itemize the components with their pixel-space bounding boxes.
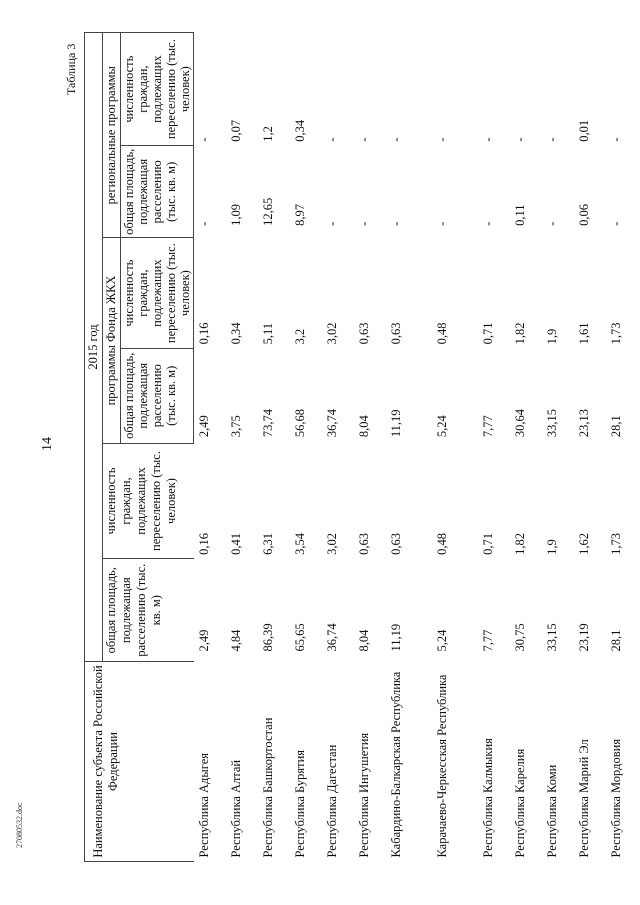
cell-regional-people: -: [512, 137, 527, 142]
cell-total-people: 0,63: [356, 533, 371, 555]
table-row: [574, 33, 606, 862]
cell-regional-area: -: [388, 221, 403, 226]
cell-regional-area: 0,11: [512, 204, 527, 226]
cell-fund-area: 23,13: [576, 408, 591, 438]
header-total-people: численность граждан, подлежащих переселению (тыс. человек): [103, 443, 194, 559]
cell-subject-name: Республика Карелия: [512, 748, 527, 858]
cell-total-area: 11,19: [388, 623, 403, 652]
cell-regional-people: -: [434, 137, 449, 142]
cell-total-area: 8,04: [356, 629, 371, 652]
cell-regional-people: -: [197, 137, 211, 142]
document-footer: 27080532.doc: [15, 802, 24, 848]
cell-fund-area: 3,75: [228, 415, 243, 438]
cell-subject-name: Республика Марий Эл: [576, 739, 591, 858]
cell-total-people: 6,31: [260, 533, 275, 555]
cell-regional-area: -: [608, 221, 623, 226]
cell-subject-name: Республика Адыгея: [196, 752, 211, 858]
cell-fund-people: 1,82: [512, 322, 527, 345]
table-row: [354, 33, 386, 862]
cell-total-area: 23,19: [576, 623, 591, 652]
cell-subject-name: Республика Калмыкия: [480, 738, 495, 858]
data-table: [84, 32, 638, 862]
cell-subject-name: Республика Башкортостан: [260, 717, 275, 858]
cell-fund-people: 1,73: [608, 322, 623, 345]
cell-regional-area: 0,06: [576, 203, 591, 226]
cell-regional-area: -: [480, 221, 495, 226]
cell-total-area: 36,74: [324, 623, 339, 652]
header-regional-area: общая площадь, подлежащая расселению (тыс. кв. м): [121, 146, 194, 238]
cell-total-people: 0,48: [434, 533, 449, 555]
cell-fund-people: 3,2: [292, 328, 307, 345]
cell-regional-people: -: [356, 137, 371, 142]
cell-total-people: 0,16: [196, 533, 211, 555]
cell-regional-area: 12,65: [260, 197, 275, 226]
cell-fund-people: 0,63: [356, 322, 371, 345]
cell-total-area: 7,77: [480, 629, 495, 652]
cell-regional-people: -: [544, 137, 559, 142]
header-regional-programs: региональные программы: [103, 33, 121, 238]
cell-total-area: 28,1: [608, 629, 623, 652]
cell-fund-people: 0,34: [228, 322, 243, 345]
cell-total-people: 0,63: [388, 533, 403, 555]
table-row: [542, 33, 574, 862]
cell-regional-area: 1,09: [228, 203, 243, 226]
cell-fund-people: 0,16: [197, 322, 211, 345]
cell-subject-name: Кабардино-Балкарская Республика: [388, 671, 403, 858]
cell-fund-people: 0,71: [480, 322, 495, 345]
table-row: [322, 33, 354, 862]
cell-total-area: 30,75: [512, 623, 527, 652]
cell-regional-people: -: [608, 137, 623, 142]
cell-fund-people: 0,48: [434, 322, 449, 345]
header-regional-people: численность граждан, подлежащих переселению (тыс. человек): [121, 33, 194, 146]
cell-fund-people: 1,9: [544, 328, 559, 345]
cell-fund-people: 1,61: [576, 322, 591, 345]
table-row: [386, 33, 432, 862]
cell-subject-name: Республика Дагестан: [324, 744, 339, 858]
cell-total-area: 4,84: [228, 629, 243, 652]
rotated-table-container: [84, 32, 623, 862]
cell-total-area: 86,39: [260, 623, 275, 652]
cell-regional-area: 8,97: [292, 203, 307, 226]
cell-fund-area: 11,19: [388, 409, 403, 438]
cell-fund-people: 0,63: [388, 322, 403, 345]
cell-regional-area: -: [356, 221, 371, 226]
cell-regional-people: -: [388, 137, 403, 142]
page-number: 14: [40, 437, 55, 451]
cell-total-people: 3,02: [324, 533, 339, 555]
table-row: [226, 33, 258, 862]
header-total-area: общая площадь, подлежащая расселению (тыс. кв. м): [103, 559, 194, 662]
cell-subject-name: Карачаево-Черкесская Республика: [434, 674, 449, 858]
cell-fund-area: 36,74: [324, 408, 339, 438]
cell-regional-people: 1,2: [260, 126, 275, 142]
cell-regional-people: -: [480, 137, 495, 142]
table-row: [258, 33, 290, 862]
cell-total-area: 65,65: [292, 623, 307, 652]
cell-fund-area: 56,68: [292, 408, 307, 438]
cell-total-people: 0,41: [228, 533, 243, 555]
table-row: [432, 33, 478, 862]
cell-fund-area: 2,49: [197, 415, 211, 438]
cell-total-people: 1,82: [512, 533, 527, 555]
table-row: [194, 33, 226, 862]
header-fund-programs: программы Фонда ЖКХ: [103, 238, 121, 443]
cell-total-people: 1,73: [608, 533, 623, 555]
cell-fund-area: 33,15: [544, 408, 559, 438]
cell-fund-people: 3,02: [324, 322, 339, 345]
cell-fund-area: 8,04: [356, 415, 371, 438]
cell-regional-people: -: [324, 137, 339, 142]
cell-subject-name: Республика Мордовия: [608, 738, 623, 858]
table-row: [478, 33, 510, 862]
cell-total-people: 1,62: [576, 533, 591, 555]
cell-regional-people: 0,07: [228, 119, 243, 142]
cell-regional-people: 0,01: [576, 119, 591, 142]
cell-subject-name: Республика Коми: [544, 764, 559, 858]
cell-total-people: 0,71: [480, 533, 495, 555]
cell-regional-area: -: [324, 221, 339, 226]
cell-total-people: 3,54: [292, 533, 307, 555]
cell-fund-area: 5,24: [434, 415, 449, 438]
cell-regional-people: 0,34: [292, 119, 307, 142]
cell-fund-area: 7,77: [480, 415, 495, 438]
cell-subject-name: Республика Алтай: [228, 759, 243, 858]
cell-fund-area: 28,1: [608, 415, 623, 438]
table-body: [194, 33, 638, 862]
table-row: [606, 33, 638, 862]
cell-total-area: 33,15: [544, 623, 559, 652]
cell-total-area: 2,49: [196, 629, 211, 652]
cell-total-area: 5,24: [434, 629, 449, 652]
header-fund-area: общая площадь, подлежащая расселению (тыс. кв. м): [121, 348, 194, 443]
table-row: [510, 33, 542, 862]
cell-regional-area: -: [197, 221, 211, 226]
table-title: Таблица 3: [64, 43, 78, 95]
header-subject: Наименование субъекта Российской Федерации: [85, 662, 194, 862]
cell-subject-name: Республика Бурятия: [292, 749, 307, 858]
cell-regional-area: -: [544, 221, 559, 226]
header-year: 2015 год: [85, 33, 103, 662]
cell-fund-area: 73,74: [260, 408, 275, 438]
header-fund-people: численность граждан, подлежащих переселению (тыс. человек): [121, 238, 194, 349]
cell-fund-people: 5,11: [260, 322, 275, 345]
cell-regional-area: -: [434, 221, 449, 226]
table-row: [290, 33, 322, 862]
cell-fund-area: 30,64: [512, 408, 527, 438]
cell-total-people: 1,9: [544, 539, 559, 555]
cell-subject-name: Республика Ингушетия: [356, 732, 371, 858]
